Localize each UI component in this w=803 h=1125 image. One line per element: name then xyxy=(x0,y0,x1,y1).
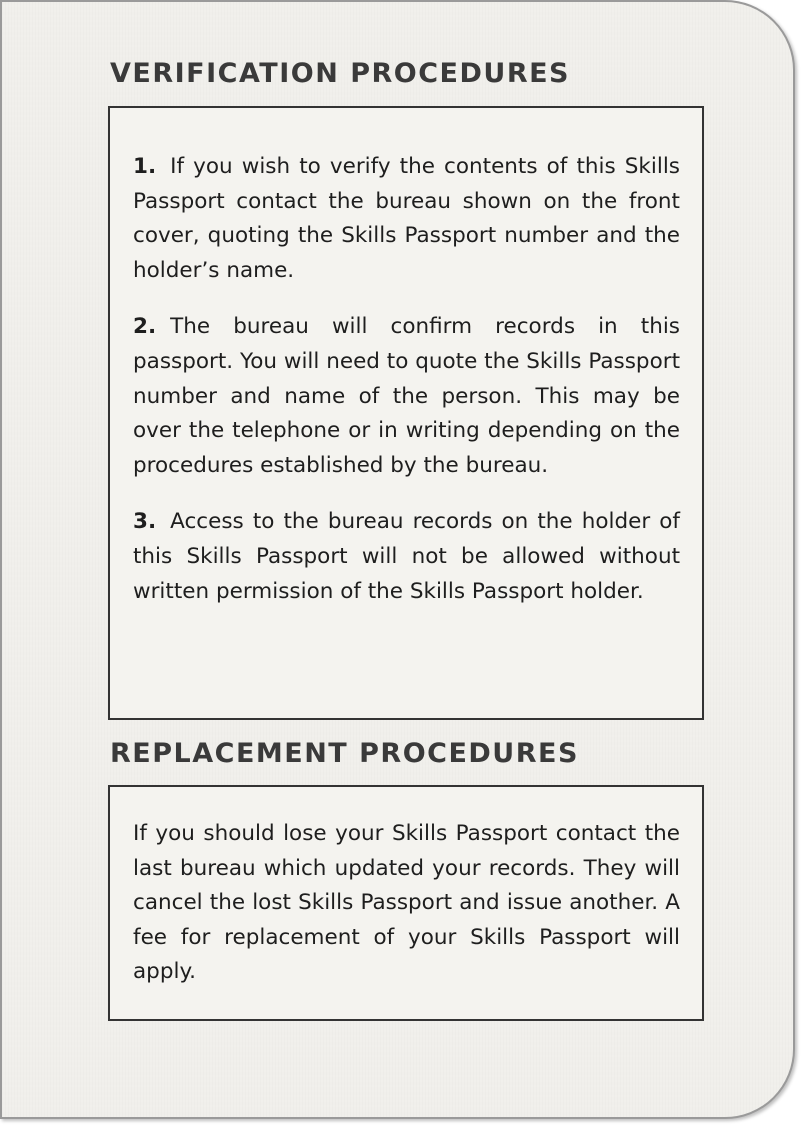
verification-item-2 xyxy=(133,310,680,483)
replacement-box xyxy=(108,785,704,1021)
verification-item-3 xyxy=(133,505,680,609)
item-number: 1. xyxy=(133,154,157,179)
replacement-heading: REPLACEMENT PROCEDURES xyxy=(110,738,579,769)
verification-heading: VERIFICATION PROCEDURES xyxy=(110,58,571,89)
verification-box xyxy=(108,106,704,720)
item-number: 3. xyxy=(133,509,157,535)
item-number: 2. xyxy=(133,314,157,340)
item-text: If you wish to verify the contents of this Skills Passport contact the bureau shown on the front cover, quoting the Skills Passport number and the holder’s name. xyxy=(133,154,680,283)
item-text: The bureau will confirm records in this passport. You will need to quote the Skills Passport number and name of the person. This may be over the telephone or in writing depending on the procedures established by the bureau. xyxy=(133,314,680,478)
replacement-text: If you should lose your Skills Passport contact the last bureau which updated your records. They will cancel the lost Skills Passport and issue another. A fee for replacement of your Skills Passport will apply. xyxy=(133,821,680,985)
item-text: Access to the bureau records on the holder of this Skills Passport will not be allowed without written permission of the Skills Passport holder. xyxy=(133,509,680,604)
verification-item-1 xyxy=(133,150,680,288)
